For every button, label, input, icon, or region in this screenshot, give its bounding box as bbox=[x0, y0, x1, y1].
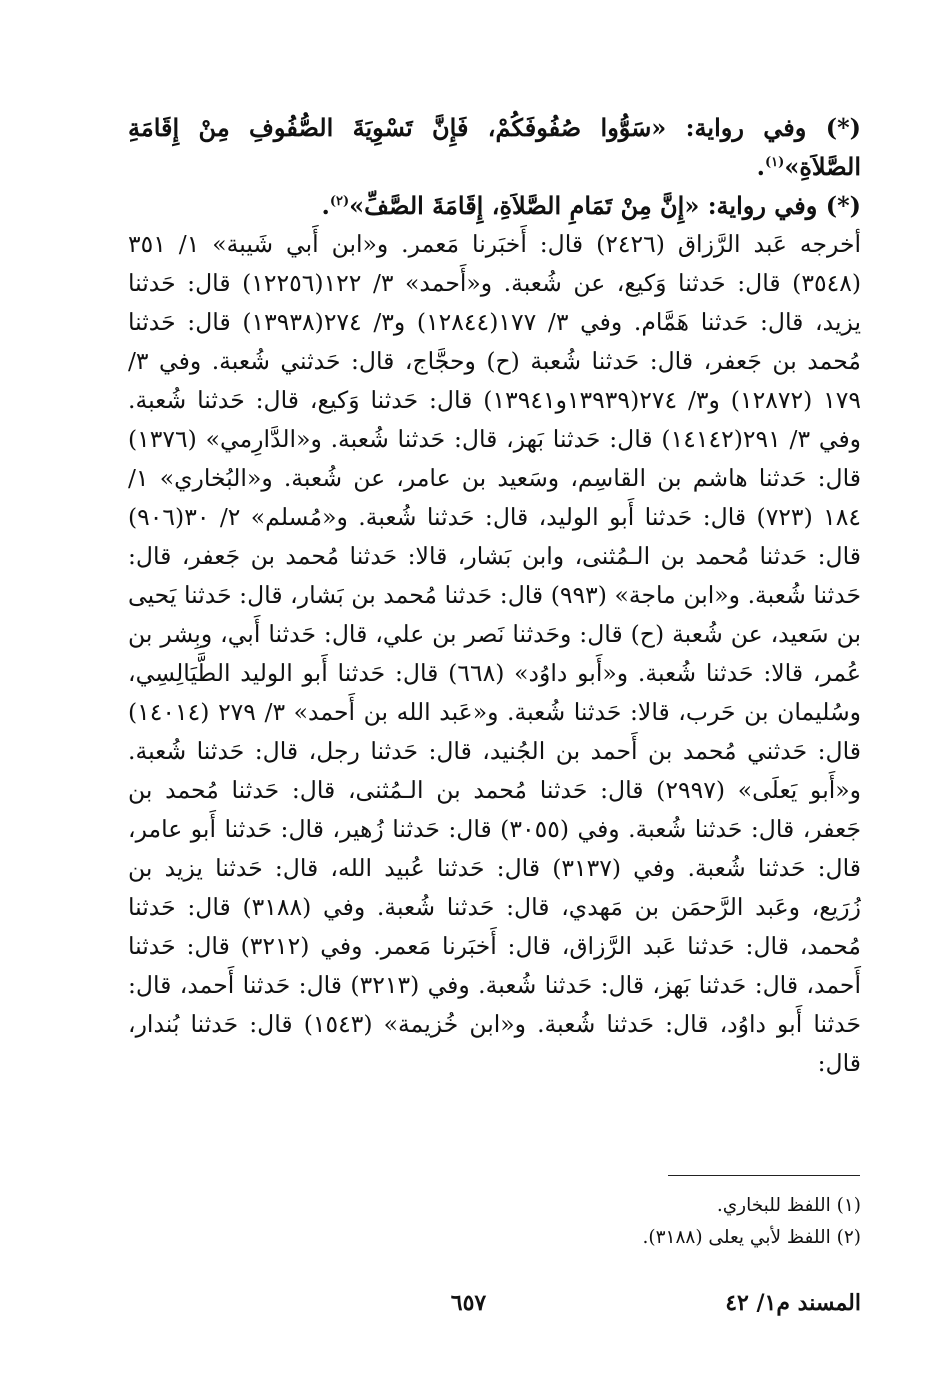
hadith-line-1 bbox=[128, 108, 861, 186]
footnote-divider bbox=[668, 1175, 860, 1176]
page-number: ٦٥٧ bbox=[450, 1290, 487, 1316]
hadith-end: . bbox=[321, 191, 330, 220]
star-marker: (*) bbox=[825, 191, 861, 220]
star-marker: (*) bbox=[825, 113, 862, 142]
hadith-line-2 bbox=[128, 186, 861, 225]
hadith-text: وفي رواية: «إِنَّ مِنْ تَمَامِ الصَّلاَةِ، إِقَامَةَ الصَّفِّ» bbox=[349, 191, 818, 220]
takhrij-paragraph: أخرجه عَبد الرَّزاق (٢٤٢٦) قال: أَخبَرنا مَعمر. و«ابن أَبي شَيبة» ١/ ٣٥١ (٣٥٤٨) قال: حَدثنا وَكيع، عن شُعبة. و«أَحمد» ٣/ ١٢٢(١٢٢٥٦) قال: حَدثنا يزيد، قال: حَدثنا هَمَّام. وفي ٣/ ١٧٧(١٢٨٤٤) و٣/ ٢٧٤(١٣٩٣٨) قال: حَدثنا مُحمد بن جَعفر، قال: حَدثنا شُعبة (ح) وحجَّاج، قال: حَدثني شُعبة. وفي ٣/ ١٧٩ (١٢٨٧٢) و٣/ ٢٧٤(١٣٩٣٩و١٣٩٤١) قال: حَدثنا وَكيع، قال: حَدثنا شُعبة. وفي ٣/ ٢٩١(١٤١٤٢) قال: حَدثنا بَهز، قال: حَدثنا شُعبة. و«الدَّارِمي» (١٣٧٦) قال: حَدثنا هاشم بن القاسِم، وسَعيد بن عامر، عن شُعبة. و«البُخاري» ١/ ١٨٤ (٧٢٣) قال: حَدثنا أَبو الوليد، قال: حَدثنا شُعبة. و«مُسلم» ٢/ ٣٠(٩٠٦) قال: حَدثنا مُحمد بن الـمُثنى، وابن بَشار، قالا: حَدثنا مُحمد بن جَعفر، قال: حَدثنا شُعبة. و«ابن ماجة» (٩٩٣) قال: حَدثنا مُحمد بن بَشار، قال: حَدثنا يَحيى بن سَعيد، عن شُعبة (ح) قال: وحَدثنا نَصر بن علي، قال: حَدثنا أَبي، وبِشر بن عُمر، قالا: حَدثنا شُعبة. و«أَبو داوُد» (٦٦٨) قال: حَدثنا أَبو الوليد الطَّيَالِسِي، وسُليمان بن حَرب، قالا: حَدثنا شُعبة. و«عَبد الله بن أَحمد» ٣/ ٢٧٩ (١٤٠١٤) قال: حَدثني مُحمد بن أَحمد بن الجُنيد، قال: حَدثنا رجل، قال: حَدثنا شُعبة. و«أَبو يَعلَى» (٢٩٩٧) قال: حَدثنا مُحمد بن الـمُثنى، قال: حَدثنا مُحمد بن جَعفر، قال: حَدثنا شُعبة. وفي (٣٠٥٥) قال: حَدثنا زُهير، قال: حَدثنا أَبو عامر، قال: حَدثنا شُعبة. وفي (٣١٣٧) قال: حَدثنا عُبيد الله، قال: حَدثنا يزيد بن زُرَيع، وعَبد الرَّحمَن بن مَهدي، قال: حَدثنا شُعبة. وفي (٣١٨٨) قال: حَدثنا مُحمد، قال: حَدثنا عَبد الرَّزاق، قال: أَخبَرنا مَعمر. وفي (٣٢١٢) قال: حَدثنا أَحمد، قال: حَدثنا بَهز، قال: حَدثنا شُعبة. وفي (٣٢١٣) قال: حَدثنا أَحمد، قال: حَدثنا أَبو داوُد، قال: حَدثنا شُعبة. و«ابن خُزيمة» (١٥٤٣) قال: حَدثنا بُندار، قال: bbox=[128, 230, 862, 1077]
footnote-2: (٢) اللفظ لأبي يعلى (٣١٨٨). bbox=[642, 1227, 861, 1248]
hadith-text: وفي رواية: «سَوُّوا صُفُوفَكُمْ، فَإِنَّ تَسْوِيَةَ الصُّفُوفِ مِنْ إِقَامَةِ الصَّلاَةِ» bbox=[128, 113, 861, 181]
page-footer bbox=[0, 1290, 937, 1330]
footnote-1: (١) اللفظ للبخاري. bbox=[716, 1195, 861, 1216]
hadith-end: . bbox=[756, 152, 766, 181]
footnotes bbox=[261, 1190, 861, 1254]
footnote-ref: (١) bbox=[765, 155, 785, 170]
volume-signature: المسند م١/ ٤٢ bbox=[725, 1290, 861, 1316]
footnote-ref: (٢) bbox=[329, 194, 350, 209]
page-body bbox=[128, 108, 861, 1083]
